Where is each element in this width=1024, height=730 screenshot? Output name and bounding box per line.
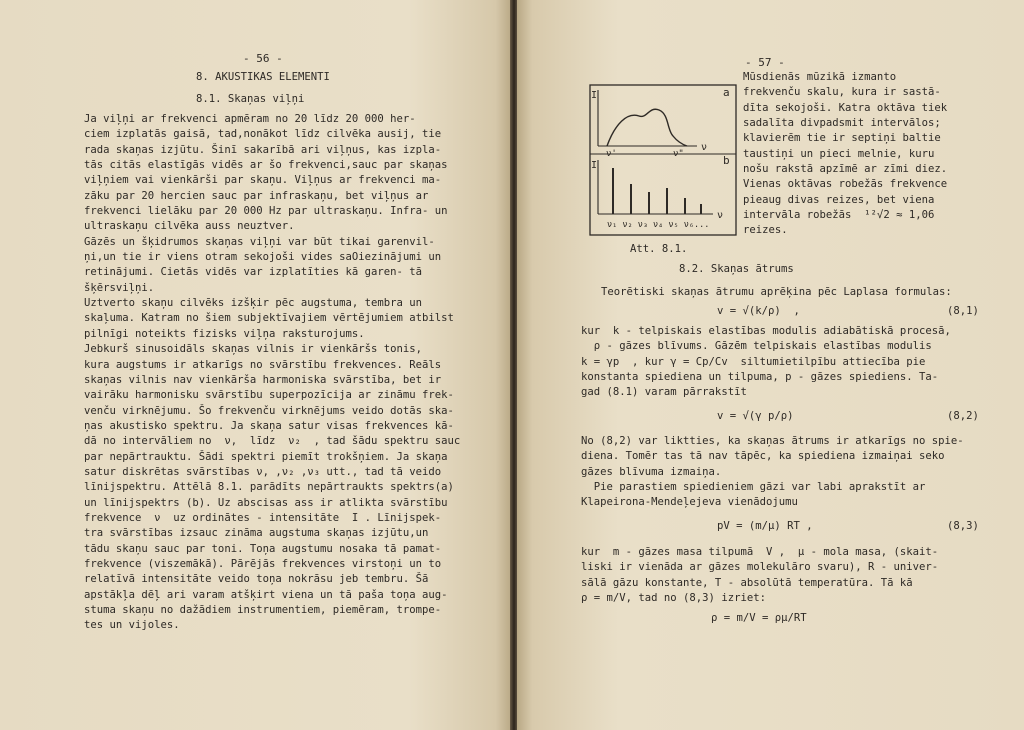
text-block-3 [581,545,938,606]
tick-labels-b: ν₁ ν₂ ν₃ ν₄ ν₅ ν₆... [607,220,710,230]
equation-density: ρ = m/V = ρμ/RT [711,612,807,624]
side-text-line: nošu rakstā apzīmē ar zīmi diez. [743,163,948,176]
text-line: kur m - gāzes masa tilpumā V , μ - mola masa, (skait- [581,546,939,558]
figure-frame [590,85,736,235]
text-line: Pie parastiem spiedieniem gāzi var labi aprakstīt ar [581,481,926,494]
side-text-line: taustiņi un pieci melnie, kuru [743,147,935,160]
equation-8-2: v = √(γ p/ρ) [717,410,794,422]
figure-caption: Att. 8.1. [630,243,688,255]
side-text-line: frekvenču skalu, kura ir sastā- [743,86,941,99]
equation-number-8-1: (8,1) [947,305,979,317]
text-line: ρ = m/V, tad no (8,3) izriet: [581,592,766,605]
text-line: apstākļa dēļ ari varam atšķirt viena un tā paša toņa aug- [84,588,448,601]
text-line: Jebkurš sinusoidāls skaņas vilnis ir vienkāršs tonis, [84,343,423,356]
text-line: zāku par 20 hercien sauc par infraskaņu, bet viļņus ar [84,189,429,202]
text-line: ņi,un tie ir viens otram sekojoši vides saOiezinājumi un [84,251,442,264]
left-page [0,0,511,730]
laplace-intro: Teorētiski skaņas ātrumu aprēķina pēc Laplasa formulas: [601,286,952,298]
text-line: relatīvā intensitāte veido toņa nokrāsu jeb tembru. Šā [84,573,429,586]
text-line: vairāku harmonisku svārstību superpozīcija ar zināmu frek- [84,389,454,402]
text-line: konstanta spiediena un tilpuma, p - gāzes spiediens. Ta- [581,371,939,384]
text-line: stuma skaņu no dažādiem instrumentiem, piemēram, trompe- [84,604,442,616]
side-text-line: reizes. [743,224,788,237]
page-number-left: - 56 - [243,52,283,65]
text-line: tādu skaņu sauc par toni. Toņa augstumu nosaka tā pamat- [84,542,442,555]
text-line: kur k - telpiskais elastības modulis adiabātiskā procesā, [581,325,951,337]
text-line: skaļuma. Katram no šiem subjektīvajiem vērtējumiem atbilst [84,312,454,325]
text-line: diena. Tomēr tas tā nav tāpēc, ka spiediena izmaiņai seko [581,450,945,463]
text-line: Klapeirona-Mendeļejeva vienādojumu [581,496,798,509]
equation-8-3: pV = (m/μ) RT , [717,520,813,532]
equation-number-8-3: (8,3) [947,520,979,532]
text-line: tra svārstības izsauc zināma augstuma skaņas izjūtu,un [84,527,429,540]
text-line: ultraskaņu cilvēka auss neuztver. [84,220,295,233]
axis-nu-label-b: ν [717,210,724,221]
side-text-line: Mūsdienās mūzikā izmanto [743,71,897,83]
text-line: ņas akustisko spektru. Ja skaņa satur visas frekvences kā- [84,419,454,432]
text-block-2 [581,434,964,511]
side-text-line: sadalīta divpadsmit intervālos; [743,117,941,130]
text-line: pilnīgi noteikts fizisks viļņa raksturojums. [84,327,365,340]
text-line: gad (8.1) varam pārrakstīt [581,386,747,399]
text-line: sālā gāzu konstante, T - absolūtā temperatūra. Tā kā [581,576,913,589]
text-line: venču virknējumu. Šo frekvenču virknējums veido dotās ska- [84,404,454,417]
text-line: rada skaņas izjūtu. Šinī sakarībā ari viļņus, kas izpla- [84,143,442,156]
right-page [517,0,1024,730]
figure-8-1 [589,84,737,236]
chapter-title: 8. AKUSTIKAS ELEMENTI [196,71,330,83]
text-line: Uztverto skaņu cilvēks izšķir pēc augstuma, tembra un [84,297,423,310]
axis-i-label-b: I [591,160,598,171]
text-line: šķērsviļņi. [84,281,155,294]
right-side-text [743,70,947,239]
text-block-1 [581,324,951,401]
side-text-line: klavierēm tie ir septiņi baltie [743,132,941,145]
panel-label-b: b [723,154,730,167]
text-line: Ja viļņi ar frekvenci apmēram no 20 līdz 20 000 her- [84,113,416,125]
text-line: Gāzēs un šķidrumos skaņas viļņi var būt tikai garenvil- [84,235,435,248]
side-text-line: Vienas oktāvas robežās frekvence [743,178,948,191]
section-title-8-2: 8.2. Skaņas ātrums [679,263,794,275]
side-text-line: intervāla robežās ¹²√2 ≈ 1,06 [743,209,935,222]
text-line: par nepārtrauktu. Šādi spektri piemīt trokšņiem. Ja skaņa [84,450,448,463]
text-line: skaņas vilnis nav vienkārša harmoniska svārstība, bet ir [84,373,442,386]
text-line: viļņiem vai vienkārši par skaņu. Viļņus ar frekvenci ma- [84,174,442,187]
side-text-line: pieaug divas reizes, bet viena [743,193,935,206]
text-line: k = γp , kur γ = Cp/Cv siltumietilpību attiecība pie [581,355,926,368]
text-line: līnijspektru. Attēlā 8.1. parādīts nepārtraukts spektrs(a) [84,481,454,494]
equation-8-1: v = √(k/ρ) , [717,305,800,317]
axis-i-label-a: I [591,90,598,101]
panel-label-a: a [723,86,730,99]
text-line: gāzes blīvuma izmaiņa. [581,465,722,478]
text-line: tās citās elastīgās vidēs ar šo frekvenci,sauc par skaņas [84,159,448,172]
page-number-right: - 57 - [745,56,785,69]
text-line: dā no intervāliem no ν, līdz ν₂ , tad šādu spektru sauc [84,435,461,448]
text-line: frekvence (viszemākā). Pārējās frekvences virstoņi un to [84,557,442,570]
text-line: un līnijspektrs (b). Uz abscisas ass ir atlikta svārstību [84,496,448,509]
equation-number-8-2: (8,2) [947,410,979,422]
text-line: liski ir vienāda ar gāzes molekulāro svaru), R - univer- [581,561,939,574]
text-line: ρ - gāzes blīvums. Gāzēm telpiskais elastības modulis [581,340,932,353]
text-line: ciem izplatās gaisā, tad,nonākot līdz cilvēka ausij, tie [84,128,442,141]
text-line: frekvenci lielāku par 20 000 Hz par ultraskaņu. Infra- un [84,205,448,218]
text-line: satur diskrētas svārstības ν, ,ν₂ ,ν₃ utt., tad tā veido [84,465,442,478]
section-title-8-1: 8.1. Skaņas viļņi [196,93,305,105]
side-text-line: dīta sekojoši. Katra oktāva tiek [743,101,948,114]
axis-nu-label-a: ν [701,142,708,153]
continuous-spectrum-curve [607,109,687,146]
left-body-text [84,112,460,634]
text-line: frekvence ν uz ordinātes - intensitāte I . Līnijspek- [84,511,442,524]
text-line: kura augstums ir atkarīgs no svārstību frekvences. Reāls [84,358,442,371]
nu-dprime-label: ν" [673,149,684,159]
text-line: tes un vijoles. [84,619,180,632]
text-line: No (8,2) var liktties, ka skaņas ātrums ir atkarīgs no spie- [581,435,964,447]
text-line: retinājumi. Cietās vidēs var izplatīties kā garen- tā [84,266,423,279]
nu-prime-label: ν' [606,149,617,159]
